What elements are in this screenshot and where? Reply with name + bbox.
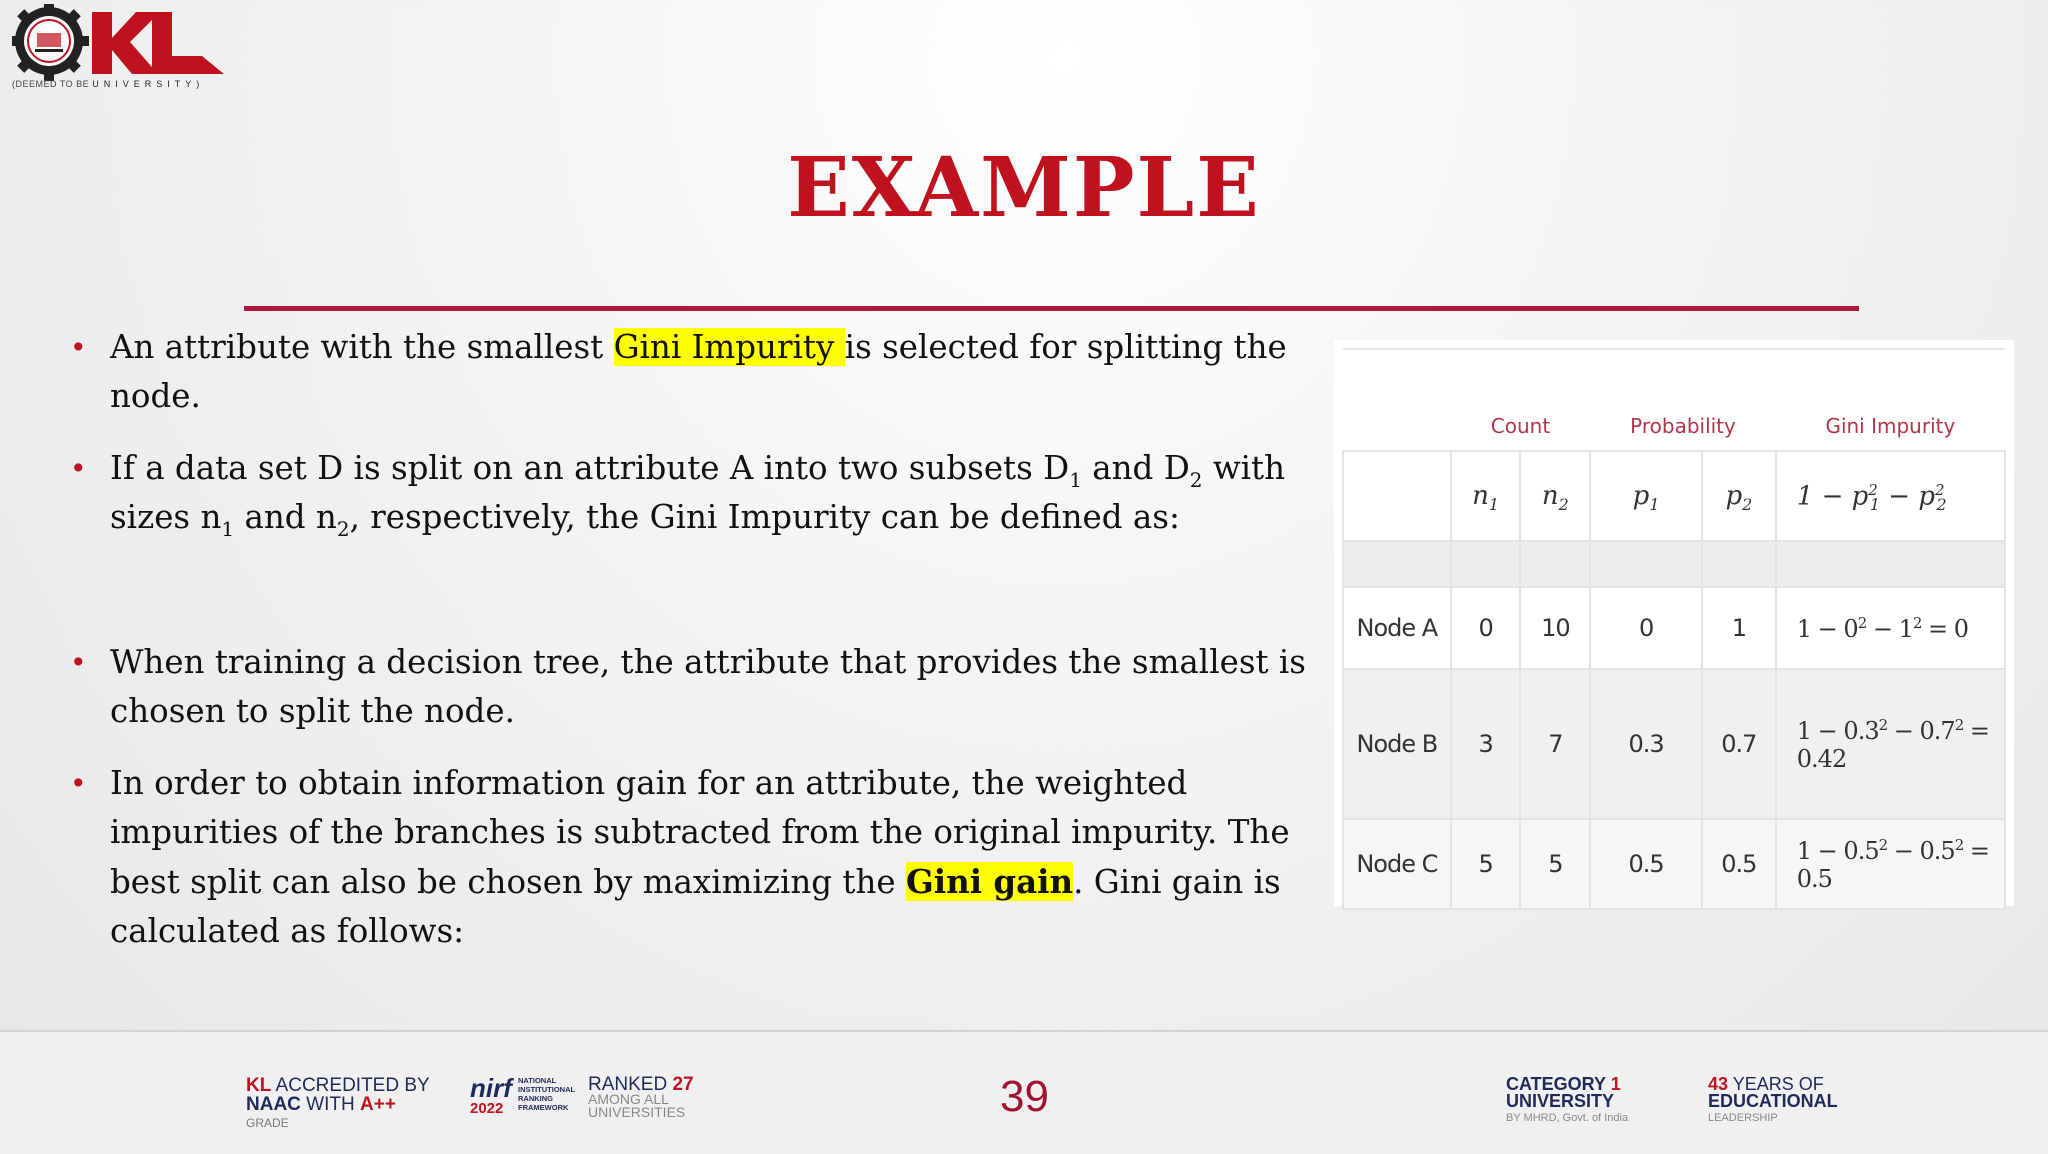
rank-sub1: AMONG ALL bbox=[588, 1091, 669, 1107]
n1-cell: 5 bbox=[1451, 819, 1521, 909]
gini-example-table bbox=[1334, 340, 2014, 906]
n2-cell: 7 bbox=[1520, 669, 1590, 819]
subscript: 1 bbox=[1069, 468, 1082, 492]
symbol-n1 bbox=[1451, 451, 1521, 541]
highlight-gini-impurity: Gini Impurity bbox=[613, 328, 845, 366]
rank-number: 27 bbox=[672, 1074, 694, 1095]
logo-tagline-prefix: (DEEMED TO BE bbox=[12, 79, 90, 89]
subscript: 2 bbox=[336, 517, 350, 541]
header-gini-impurity: Gini Impurity bbox=[1776, 349, 2005, 451]
naac-with: WITH bbox=[300, 1094, 360, 1115]
gini-part: = 0.42 bbox=[1796, 716, 1989, 773]
n1-cell: 0 bbox=[1451, 587, 1521, 669]
gini-exp: 2 bbox=[1954, 715, 1964, 734]
gini-part: = 0 bbox=[1921, 614, 1969, 643]
n2-cell: 10 bbox=[1520, 587, 1590, 669]
gini-part: − 0.5 bbox=[1887, 836, 1955, 865]
symbol-text: n bbox=[1472, 481, 1489, 511]
bullet-text: If a data set D is split on an attribute A into two subsets D bbox=[110, 449, 1070, 487]
page-number: 39 bbox=[1000, 1072, 1049, 1121]
naac-grade-label: GRADE bbox=[246, 1116, 289, 1130]
node-cell: Node B bbox=[1343, 669, 1451, 819]
bullet-item bbox=[70, 638, 1330, 736]
bullet-text: and D bbox=[1081, 449, 1190, 487]
slide-title: EXAMPLE bbox=[787, 140, 1261, 236]
symbol-sub: 2 bbox=[1558, 495, 1569, 514]
spacer-cell bbox=[1590, 541, 1702, 587]
bullet-text: , respectively, the Gini Impurity can be defined as: bbox=[349, 498, 1180, 536]
gini-part: − 0.7 bbox=[1887, 716, 1955, 745]
bullet-text: and n bbox=[234, 498, 337, 536]
gini-table bbox=[1342, 348, 2006, 910]
rank-label: RANKED bbox=[588, 1074, 673, 1095]
symbol-n2 bbox=[1520, 451, 1590, 541]
p1-cell: 0 bbox=[1590, 587, 1702, 669]
nirf-description: NATIONAL INSTITUTIONAL RANKING FRAMEWORK bbox=[518, 1076, 575, 1112]
gini-part: − 1 bbox=[1866, 614, 1913, 643]
gini-exp: 2 bbox=[1857, 613, 1867, 632]
table-row bbox=[1343, 819, 2005, 909]
table-header-row bbox=[1343, 349, 2005, 451]
spacer-cell bbox=[1702, 541, 1776, 587]
logo-tagline-main: UNIVERSITY) bbox=[92, 79, 205, 89]
spacer-cell bbox=[1451, 541, 1521, 587]
p2-cell: 0.5 bbox=[1702, 819, 1776, 909]
bullet-text: with sizes n bbox=[110, 449, 1286, 536]
bullet-list bbox=[70, 323, 1330, 979]
nirf-wordmark: nirf bbox=[470, 1073, 512, 1103]
category-number: 1 bbox=[1610, 1074, 1621, 1094]
category-badge bbox=[1506, 1076, 1628, 1127]
gini-exp: 2 bbox=[1954, 835, 1964, 854]
table-spacer-row bbox=[1343, 541, 2005, 587]
symbol-sub: 1 bbox=[1488, 495, 1500, 514]
spacer-cell bbox=[1343, 541, 1451, 587]
years-educational: EDUCATIONAL bbox=[1708, 1091, 1838, 1111]
slide-footer bbox=[0, 1030, 2048, 1154]
kl-logo-graphic bbox=[12, 4, 232, 82]
symbol-text: p bbox=[1632, 481, 1650, 511]
bullet-text: . Gini gain is calculated as follows: bbox=[110, 863, 1281, 950]
symbol-sub: 1 bbox=[1649, 495, 1660, 514]
naac-kl: KL bbox=[246, 1075, 272, 1096]
node-cell: Node C bbox=[1343, 819, 1451, 909]
rank-sub2: UNIVERSITIES bbox=[588, 1104, 686, 1120]
years-label: YEARS OF bbox=[1728, 1074, 1824, 1094]
category-label: CATEGORY bbox=[1506, 1074, 1611, 1094]
table-row bbox=[1343, 587, 2005, 669]
nirf-year: 2022 bbox=[470, 1100, 504, 1117]
nirf-ranking bbox=[588, 1076, 694, 1119]
symbol-text: p bbox=[1725, 481, 1743, 511]
p1-cell: 0.3 bbox=[1590, 669, 1702, 819]
bullet-item bbox=[70, 444, 1330, 542]
symbol-sub: 2 bbox=[1742, 495, 1753, 514]
subscript: 2 bbox=[1189, 468, 1203, 492]
header-probability: Probability bbox=[1590, 349, 1776, 451]
n1-cell: 3 bbox=[1451, 669, 1521, 819]
subscript: 1 bbox=[221, 517, 235, 541]
gini-cell bbox=[1776, 669, 2005, 819]
gini-cell bbox=[1776, 587, 2005, 669]
symbol-p1 bbox=[1590, 451, 1702, 541]
gini-part: = 0.5 bbox=[1796, 836, 1989, 893]
naac-label: NAAC bbox=[246, 1094, 301, 1115]
symbol-empty bbox=[1343, 451, 1451, 541]
bullet-text: is selected for splitting the node. bbox=[110, 328, 1287, 415]
bullet-text: An attribute with the smallest bbox=[110, 328, 614, 366]
naac-line1: ACCREDITED BY bbox=[271, 1075, 430, 1096]
p2-cell: 0.7 bbox=[1702, 669, 1776, 819]
nirf-logo bbox=[470, 1073, 575, 1117]
spacer-cell bbox=[1520, 541, 1590, 587]
symbol-text: n bbox=[1541, 481, 1559, 511]
gini-exp: 2 bbox=[1878, 715, 1888, 734]
logo-tagline bbox=[12, 79, 204, 89]
table-symbol-row bbox=[1343, 451, 2005, 541]
spacer-cell bbox=[1776, 541, 2005, 587]
bullet-item bbox=[70, 759, 1330, 956]
highlight-gini-gain: Gini gain bbox=[905, 862, 1074, 901]
symbol-p2 bbox=[1702, 451, 1776, 541]
gini-part: 1 − 0.5 bbox=[1796, 836, 1879, 865]
years-number: 43 bbox=[1708, 1074, 1729, 1094]
bullet-text: When training a decision tree, the attribute that provides the smallest is chosen to split the node. bbox=[110, 643, 1306, 730]
title-divider bbox=[244, 306, 1859, 311]
years-badge bbox=[1708, 1076, 1838, 1127]
gini-exp: 2 bbox=[1878, 835, 1888, 854]
symbol-gini-formula: $1 - p^2_1 - p^2_2$ bbox=[1776, 451, 2005, 541]
category-source: BY MHRD, Govt. of India bbox=[1506, 1112, 1629, 1124]
gini-part: 1 − 0.3 bbox=[1796, 716, 1879, 745]
bullet-text: In order to obtain information gain for an attribute, the weighted impurities of the branches is subtracted from the original impurity. The best split can also be chosen by maximizing the bbox=[110, 764, 1290, 901]
gini-exp: 2 bbox=[1912, 613, 1922, 632]
category-university: UNIVERSITY bbox=[1506, 1091, 1615, 1111]
naac-grade: A++ bbox=[360, 1094, 396, 1115]
naac-accreditation bbox=[246, 1076, 430, 1133]
header-count: Count bbox=[1451, 349, 1591, 451]
header-empty bbox=[1343, 349, 1451, 451]
n2-cell: 5 bbox=[1520, 819, 1590, 909]
years-leadership: LEADERSHIP bbox=[1708, 1112, 1778, 1124]
node-cell: Node A bbox=[1343, 587, 1451, 669]
gini-part: 1 − 0 bbox=[1796, 614, 1858, 643]
p2-cell: 1 bbox=[1702, 587, 1776, 669]
gini-cell bbox=[1776, 819, 2005, 909]
bullet-item bbox=[70, 323, 1330, 421]
table-row bbox=[1343, 669, 2005, 819]
p1-cell: 0.5 bbox=[1590, 819, 1702, 909]
